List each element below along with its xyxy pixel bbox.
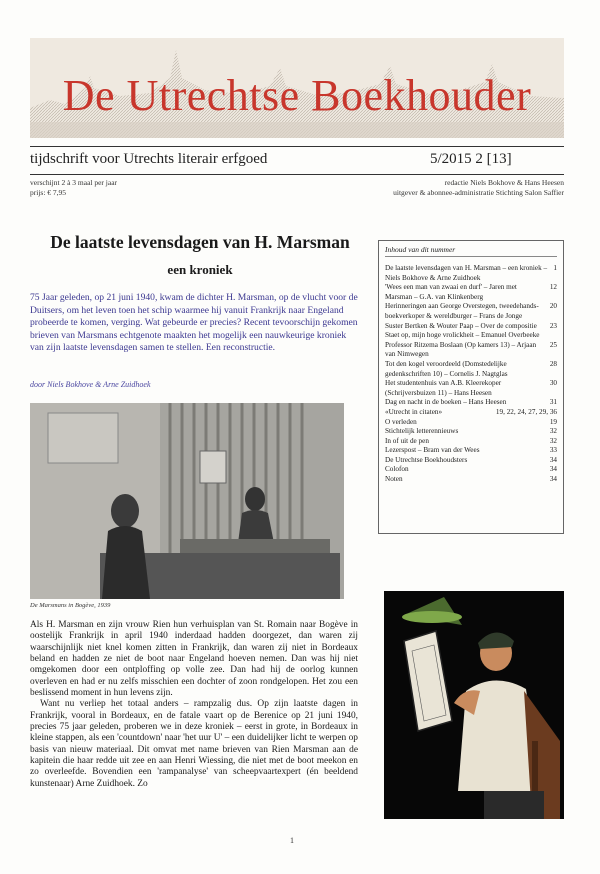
editors-text: redactie Niels Bokhove & Hans Heesen xyxy=(444,178,564,187)
toc-item-title: 'Wees een man van zwaai en durf' – Jaren met Marsman – G.A. van Klinkenberg xyxy=(385,283,517,301)
article-body xyxy=(30,620,358,790)
photo-scene xyxy=(384,591,564,819)
divider xyxy=(30,174,564,175)
toc-item-page: 30 xyxy=(549,379,557,388)
toc-item[interactable] xyxy=(385,283,557,302)
toc-item[interactable] xyxy=(385,360,557,379)
toc-item[interactable] xyxy=(385,341,557,360)
toc-item-page: 28 xyxy=(549,359,557,368)
toc-item[interactable] xyxy=(385,264,557,283)
toc-item-page: 31 xyxy=(549,398,557,407)
toc-item[interactable] xyxy=(385,322,557,341)
editorial-info xyxy=(393,178,564,198)
masthead-banner xyxy=(30,38,564,138)
toc-item-page: 32 xyxy=(549,427,557,436)
toc-item-title: Tot den kogel veroordeeld (Domstedelijke gedenkschriften 10) – Cornelis J. Nagtglas xyxy=(385,359,508,378)
publisher-text: uitgever & abonnee-administratie Stichting Salon Saffier xyxy=(393,188,564,197)
photo-scene xyxy=(30,403,344,599)
toc-item-page: 12 xyxy=(549,283,557,292)
toc-item-title: O verleden xyxy=(385,417,417,426)
toc-item-title: De Utrechtse Boekhoudsters xyxy=(385,455,468,464)
toc-item-page: 34 xyxy=(549,455,557,464)
toc-item-title: Professor Ritzema Boslaan (Op kamers 13) – Arjaan van Nimwegen xyxy=(385,340,537,359)
table-of-contents xyxy=(378,240,564,534)
marsman-couple-photo xyxy=(30,403,344,599)
issue-number: 5/2015 2 [13] xyxy=(430,151,512,167)
toc-item-page: 25 xyxy=(549,340,557,349)
toc-item-title: Suster Bertken & Wouter Paap – Over de compositie Staet op, mijn hoge vrolickheit – Emanuel Overbeeke xyxy=(385,321,540,340)
toc-item-page: 20 xyxy=(549,302,557,311)
toc-item[interactable] xyxy=(385,379,557,398)
page-number: 1 xyxy=(290,836,294,845)
toc-item[interactable] xyxy=(385,475,557,485)
toc-item[interactable] xyxy=(385,456,557,466)
toc-item[interactable] xyxy=(385,398,557,408)
artist-painting-photo xyxy=(384,591,564,819)
toc-item[interactable] xyxy=(385,302,557,321)
article-title: De laatste levensdagen van H. Marsman xyxy=(50,232,350,252)
toc-item-page: 23 xyxy=(549,321,557,330)
toc-item-page: 19 xyxy=(549,417,557,426)
toc-item-page: 32 xyxy=(549,436,557,445)
tagline: tijdschrift voor Utrechts literair erfgoed xyxy=(30,151,268,167)
toc-item[interactable] xyxy=(385,437,557,447)
divider xyxy=(30,146,564,147)
photo-caption: De Marsmans in Bogève, 1939 xyxy=(30,602,111,609)
body-paragraph: Als H. Marsman en zijn vrouw Rien hun verhuisplan van St. Romain naar Bogève in oostelijk Frankrijk in april 1940 inderdaad hadden doorgezet, dan waren zij waarschijnlijk niet knel komen zitten in Frankrijk, dan waren zij niet in Bordeaux beland en hadden ze niet de boot naar Engeland hoeven nemen. Dan was hij niet omgekomen door een ontploffing op volle zee. Dan had hij de oorlog kunnen overleven en had er nu zelfs misschien een dochter of zoon rondgelopen. Het zou een beslissend moment in hun levens zijn. xyxy=(30,620,358,699)
toc-item[interactable] xyxy=(385,465,557,475)
toc-item-title: Dag en nacht in de boeken – Hans Heesen xyxy=(385,398,507,407)
toc-item-page: 34 xyxy=(549,475,557,484)
toc-item-title: In of uit de pen xyxy=(385,436,429,445)
frequency-text: verschijnt 2 à 3 maal per jaar xyxy=(30,178,118,187)
toc-item-title: «Utrecht in citaten» xyxy=(385,407,443,416)
publication-info xyxy=(30,178,117,198)
toc-item[interactable] xyxy=(385,418,557,428)
toc-item-page: 19, 22, 24, 27, 29, 36 xyxy=(495,407,557,416)
price-text: prijs: € 7,95 xyxy=(30,188,67,197)
toc-item-page: 34 xyxy=(549,465,557,474)
byline: door Niels Bokhove & Arne Zuidhoek xyxy=(30,380,151,389)
toc-item-title: Stichtelijk letterennieuws xyxy=(385,427,459,436)
toc-item-title: Lezerspost – Bram van der Wees xyxy=(385,446,480,455)
toc-item[interactable] xyxy=(385,427,557,437)
toc-item[interactable] xyxy=(385,408,557,418)
toc-heading: Inhoud van dit nummer xyxy=(385,245,557,257)
toc-item-title: De laatste levensdagen van H. Marsman – een kroniek – Niels Bokhove & Arne Zuidhoek xyxy=(385,264,548,282)
magazine-title: De Utrechtse Boekhouder xyxy=(62,71,532,120)
body-paragraph: Want nu verliep het totaal anders – rampzalig dus. Op zijn laatste dagen in Frankrijk, vooral in Bordeaux, en de fatale vaart op de Berenice op 21 juni 1940, precies 75 jaar geleden, proberen we in deze kroniek – eerst in grote, in Bordeaux in kleine stappen, als een 'countdown' naar 'het uur U' – een duidelijker licht te werpen op basis van nieuw materiaal. Dit omvat met name brieven van Rien Marsman aan de kapitein die haar redde uit zee en aan Henri Wiessing, die niet met de boot meekon en zo overleefde. Bovendien een 'rampanalyse' van scheepvaartexpert (én beeldend kunstenaar) Arne Zuidhoek. Zo xyxy=(30,699,358,789)
toc-item-title: Noten xyxy=(385,475,403,484)
toc-list xyxy=(385,264,557,485)
article-intro: 75 Jaar geleden, op 21 juni 1940, kwam de dichter H. Marsman, op de vlucht voor de Duitsers, om het leven toen het schip waarmee hij vanuit Frankrijk naar Engeland probeerde te komen, verging. Wat gebeurde er precies? Recent tevoorschijn gekomen brieven van Marsmans echtgenote maakten het mogelijk een nauwkeurige kroniek van zijn laatste levensdagen samen te stellen. Een reconstructie. xyxy=(30,292,358,354)
toc-item-page: 1 xyxy=(553,264,557,272)
toc-item-title: Colofon xyxy=(385,465,409,474)
toc-item[interactable] xyxy=(385,446,557,456)
toc-item-title: Herinneringen aan George Overstegen, tweedehands-boekverkoper & wereldburger – Frans de Jonge xyxy=(385,302,539,320)
toc-item-page: 33 xyxy=(549,446,557,455)
article-subtitle: een kroniek xyxy=(167,262,233,277)
toc-item-title: Het studentenhuis van A.B. Kleerekoper (Schrijversbuizen 11) – Hans Heesen xyxy=(385,379,502,397)
